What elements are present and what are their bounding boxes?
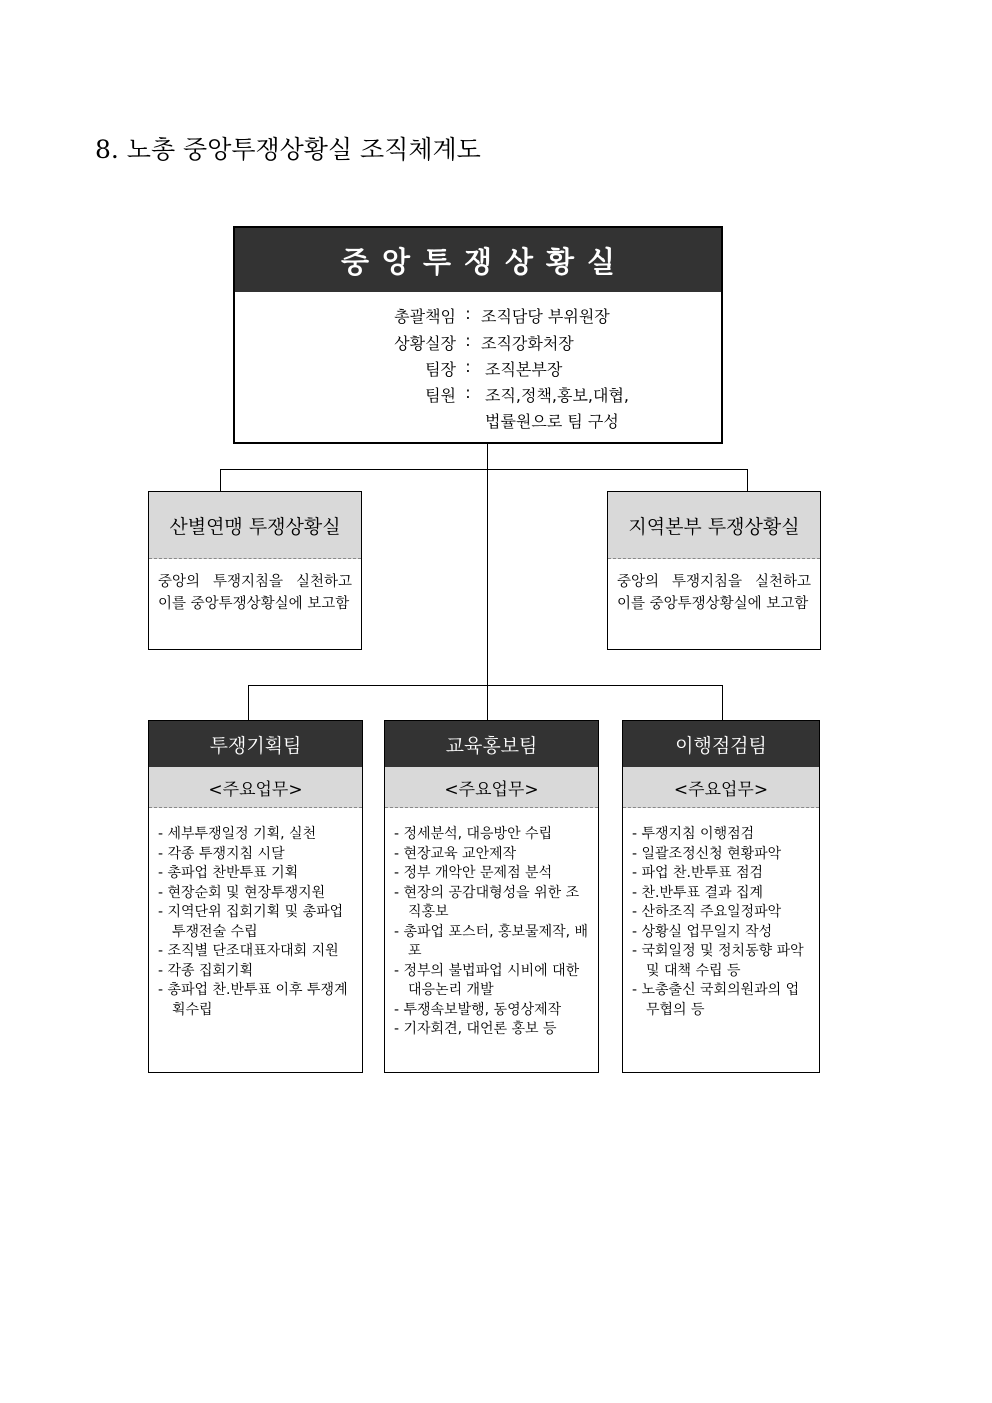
connector-lower-bar (248, 685, 723, 686)
connector-lower-left (248, 685, 249, 720)
info-separator: : (465, 331, 471, 350)
team-duties-list (385, 808, 598, 1040)
list-item: - 조직별 단조대표자대회 지원 (158, 943, 339, 959)
list-item: - 일괄조정신청 현황파악 (632, 845, 782, 862)
list-item: - 지역단위 집회기획 및 총파업 투쟁전술 수립 (158, 904, 344, 940)
list-item: - 투쟁지침 이행점검 (632, 826, 755, 842)
team-duties-list (149, 808, 362, 1020)
list-item: - 각종 집회기획 (158, 962, 254, 979)
info-value: 법률원으로 팀 구성 (485, 412, 619, 431)
info-row (235, 409, 721, 431)
info-row (235, 331, 721, 353)
team-duties-heading: <주요업무> (385, 767, 598, 808)
connector-trunk (487, 444, 488, 686)
struggle-planning-team-box (148, 720, 363, 1073)
team-duties-heading: <주요업무> (149, 767, 362, 808)
info-label: 상황실장 (394, 334, 456, 353)
list-item: - 상황실 업무일지 작성 (632, 923, 773, 940)
list-item: - 각종 투쟁지침 시달 (158, 845, 285, 862)
connector-upper-left (220, 469, 221, 491)
list-item: - 투쟁속보발행, 동영상제작 (394, 1001, 562, 1018)
connector-upper-bar (220, 469, 748, 470)
list-item: - 찬.반투표 결과 집계 (632, 884, 764, 901)
education-publicity-team-box (384, 720, 599, 1073)
list-item: - 산하조직 주요일정파악 (632, 904, 782, 920)
list-item: - 정부의 불법파업 시비에 대한 대응논리 개발 (394, 962, 580, 998)
side-unit-title: 지역본부 투쟁상황실 (608, 492, 820, 559)
list-item: - 노총출신 국회의원과의 업무협의 등 (632, 982, 800, 1018)
list-item: - 파업 찬.반투표 점검 (632, 865, 764, 881)
team-title: 이행점검팀 (623, 721, 819, 767)
central-command-box (233, 226, 723, 444)
side-unit-title: 산별연맹 투쟁상황실 (149, 492, 361, 559)
info-value: 조직담당 부위원장 (481, 307, 610, 326)
info-label: 팀장 (425, 360, 456, 379)
info-label: 팀원 (425, 386, 456, 405)
connector-lower-right (722, 685, 723, 720)
side-unit-description: 중앙의 투쟁지침을 실천하고 이를 중앙투쟁상황실에 보고함 (617, 574, 811, 612)
info-row (235, 357, 721, 379)
list-item: - 총파업 포스터, 홍보물제작, 배포 (394, 923, 589, 959)
implementation-check-team-box (622, 720, 820, 1073)
connector-lower-mid (487, 685, 488, 720)
connector-upper-right (747, 469, 748, 491)
list-item: - 총파업 찬.반투표 이후 투쟁계획수립 (158, 982, 348, 1018)
info-value: 조직,정책,홍보,대협, (485, 386, 629, 405)
team-duties-heading: <주요업무> (623, 767, 819, 808)
list-item: - 현장의 공감대형성을 위한 조직홍보 (394, 884, 580, 920)
central-command-title: 중앙투쟁상황실 (235, 228, 721, 292)
info-separator: : (465, 357, 471, 376)
info-separator: : (465, 383, 471, 402)
team-title: 교육홍보팀 (385, 721, 598, 767)
sanbyeol-situation-room-box (148, 491, 362, 650)
list-item: - 현장순회 및 현장투쟁지원 (158, 884, 326, 901)
list-item: - 정세분석, 대응방안 수립 (394, 826, 553, 842)
central-command-info (235, 292, 721, 442)
list-item: - 정부 개악안 문제점 분석 (394, 865, 553, 881)
team-title: 투쟁기획팀 (149, 721, 362, 767)
team-duties-list (623, 808, 819, 1020)
side-unit-description: 중앙의 투쟁지침을 실천하고 이를 중앙투쟁상황실에 보고함 (158, 574, 352, 612)
list-item: - 세부투쟁일정 기획, 실천 (158, 826, 317, 842)
list-item: - 기자회견, 대언론 홍보 등 (394, 1021, 557, 1037)
info-separator: : (465, 304, 471, 323)
list-item: - 현장교육 교안제작 (394, 845, 517, 862)
page-title: 8. 노총 중앙투쟁상황실 조직체계도 (95, 135, 481, 164)
regional-situation-room-box (607, 491, 821, 650)
info-value: 조직강화처장 (481, 334, 574, 353)
list-item: - 총파업 찬반투표 기획 (158, 865, 299, 881)
info-value: 조직본부장 (485, 360, 563, 379)
info-row (235, 304, 721, 326)
list-item: - 국회일정 및 정치동향 파악 및 대책 수립 등 (632, 943, 804, 979)
info-label: 총괄책임 (394, 307, 456, 326)
info-row (235, 383, 721, 405)
